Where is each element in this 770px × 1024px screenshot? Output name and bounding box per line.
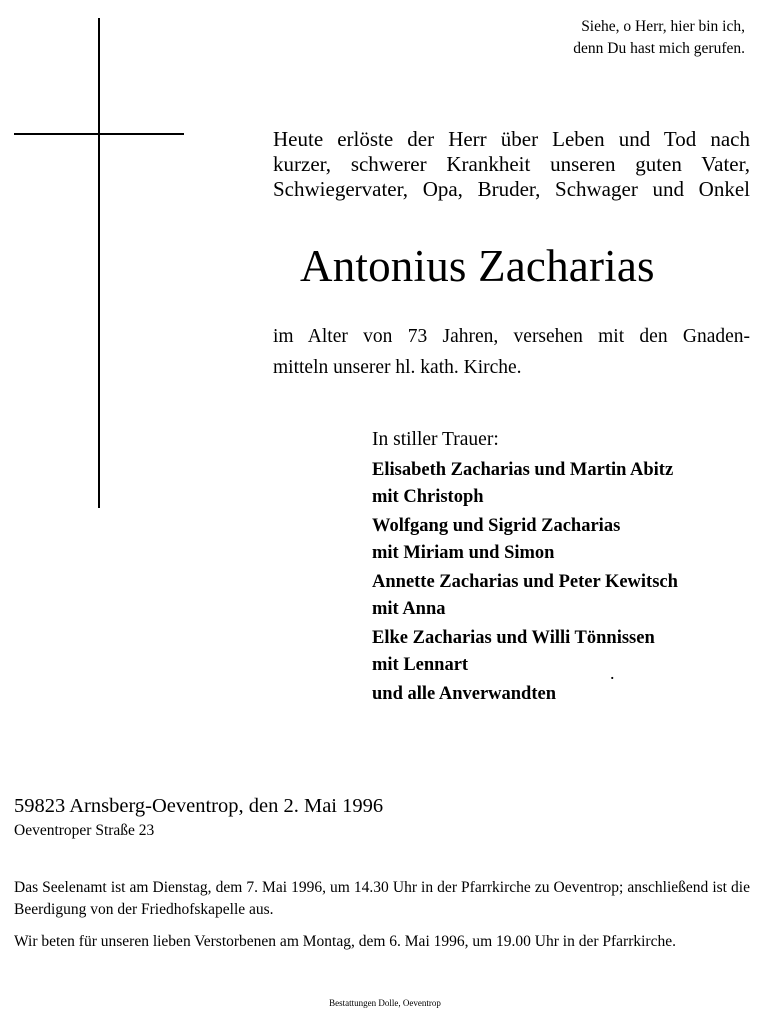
print-speck: . [610, 663, 615, 683]
mourner-family-line-2: mit Miriam und Simon [372, 543, 555, 563]
cross-horizontal-bar [14, 133, 184, 135]
street-address: Oeventroper Straße 23 [14, 822, 155, 839]
prayer-notice: Wir beten für unseren lieben Verstorbenen am Montag, dem 6. Mai 1996, um 19.00 Uhr in der Pfarrkirche. [14, 933, 676, 950]
mourner-family-line-2: mit Lennart [372, 655, 469, 675]
intro-line-2: kurzer, schwerer Krankheit unseren guten Vater, [273, 152, 750, 176]
bible-quote-line-2: denn Du hast mich gerufen. [573, 40, 745, 57]
age-statement [273, 321, 750, 383]
mourner-family [372, 513, 752, 567]
mourners-block [372, 427, 752, 710]
deceased-name: Antonius Zacharias [300, 241, 655, 291]
bible-quote [480, 16, 745, 60]
funeral-home-credit: Bestattungen Dolle, Oeventrop [329, 998, 441, 1008]
mourner-family [372, 569, 752, 623]
mourner-family [372, 457, 752, 511]
requiem-notice: Das Seelenamt ist am Dienstag, dem 7. Mai 1996, um 14.30 Uhr in der Pfarrkirche zu Oeventrop; anschließend ist die Beerdigung von der Friedhofskapelle aus. [14, 879, 750, 918]
mourner-family-line-1: Elke Zacharias und Willi Tönnissen [372, 628, 655, 648]
mourner-family-line-1: Elisabeth Zacharias und Martin Abitz [372, 460, 674, 480]
intro-line-3: Schwiegervater, Opa, Bruder, Schwager und Onkel [273, 177, 750, 201]
cross-vertical-bar [98, 18, 100, 508]
bible-quote-line-1: Siehe, o Herr, hier bin ich, [581, 18, 745, 35]
mourner-family-line-1: Annette Zacharias und Peter Kewitsch [372, 572, 678, 592]
mourner-family-line-1: Wolfgang und Sigrid Zacharias [372, 516, 621, 536]
announcement-intro [273, 127, 750, 202]
age-line-2: mitteln unserer hl. kath. Kirche. [273, 357, 522, 378]
mourner-family-line-2: mit Anna [372, 599, 446, 619]
mourning-closing: und alle Anverwandten [372, 684, 557, 704]
place-and-date: 59823 Arnsberg-Oeventrop, den 2. Mai 1996 [14, 795, 384, 817]
mourner-family-line-2: mit Christoph [372, 487, 484, 507]
age-line-1: im Alter von 73 Jahren, versehen mit den Gnaden- [273, 326, 750, 347]
intro-line-1: Heute erlöste der Herr über Leben und Tod nach [273, 127, 750, 151]
mourner-family [372, 625, 752, 679]
mourning-label: In stiller Trauer: [372, 429, 499, 450]
